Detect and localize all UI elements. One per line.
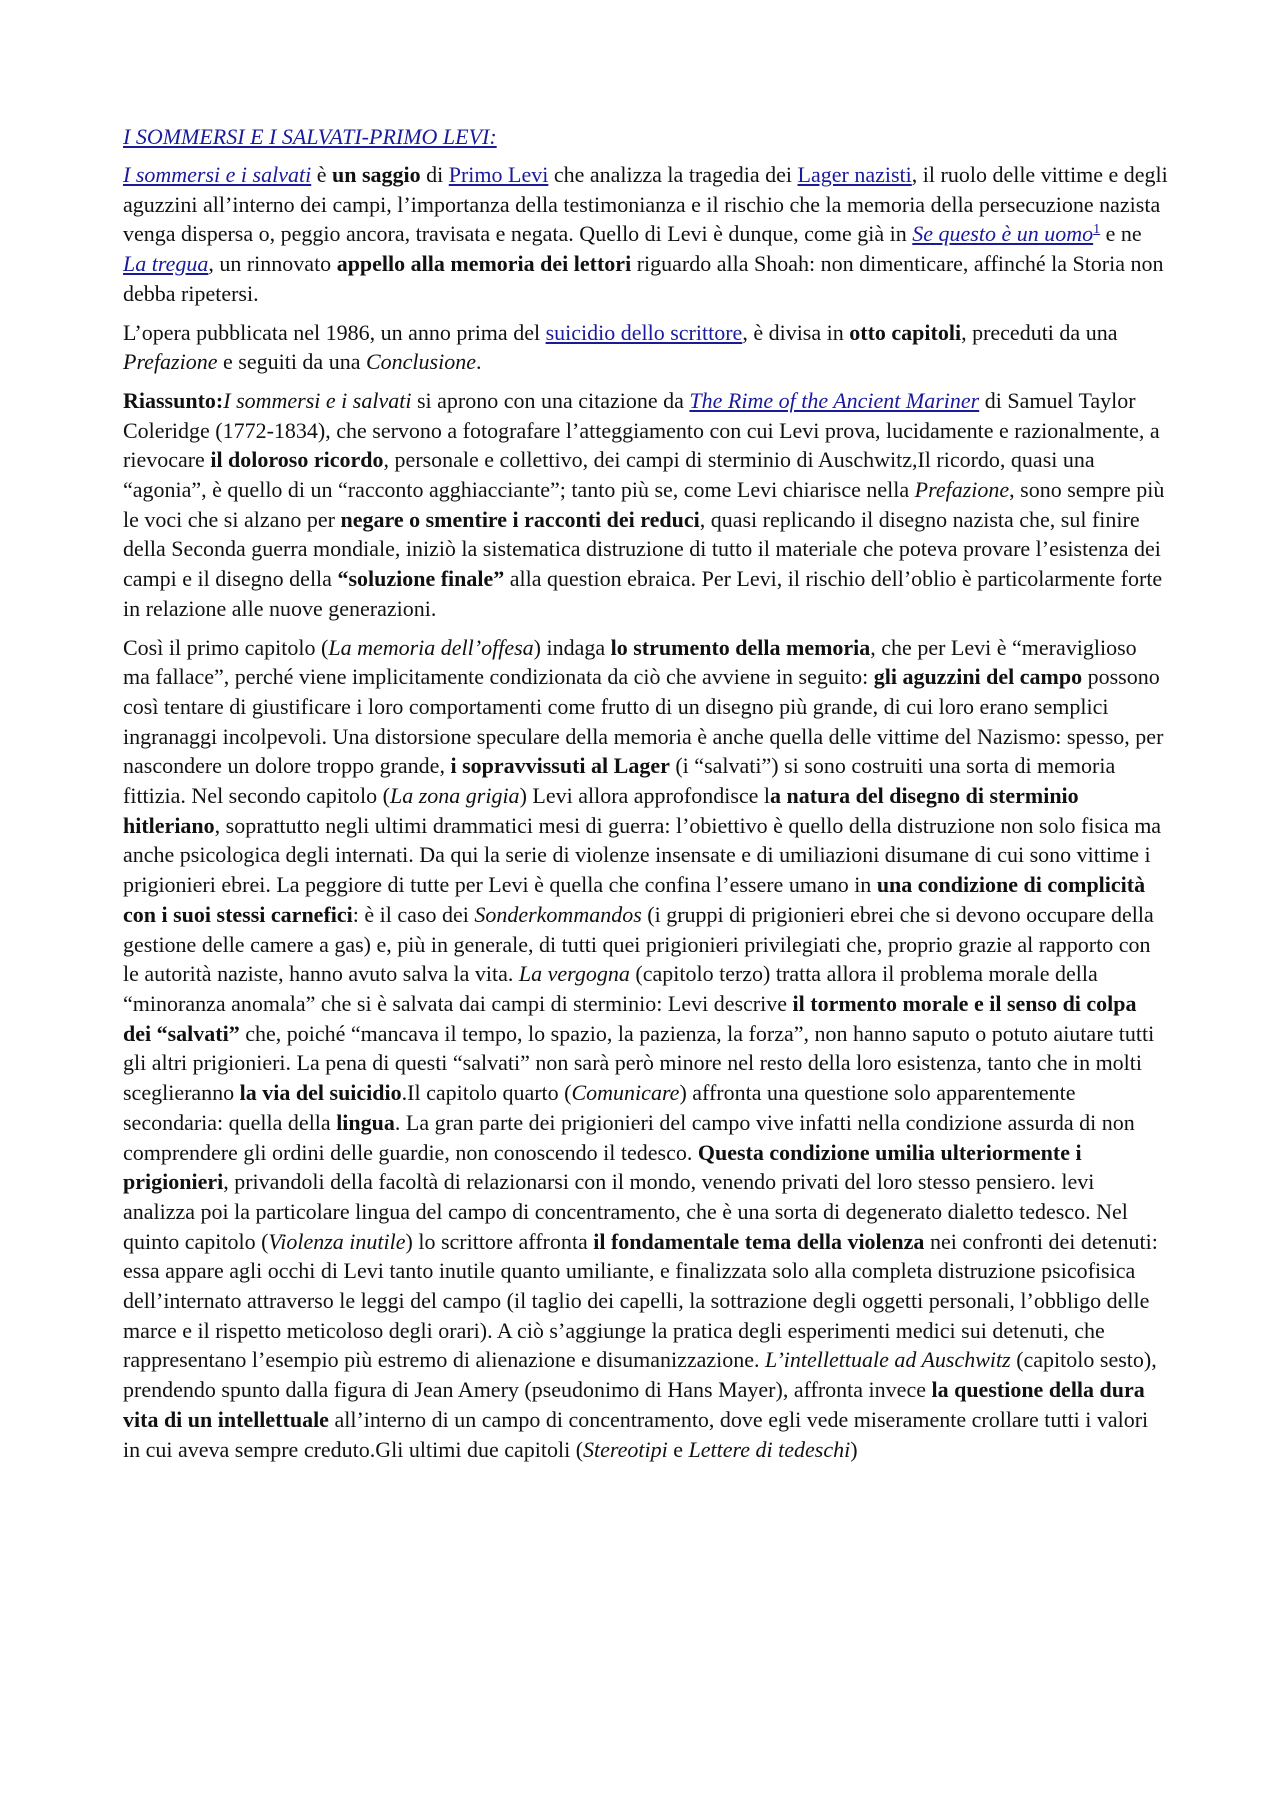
riassunto-label: Riassunto: bbox=[123, 387, 224, 413]
italic-span: Prefazione bbox=[914, 477, 1010, 503]
text-span: , preceduti da una bbox=[961, 319, 1118, 345]
text-span: si aprono con una citazione da bbox=[411, 387, 690, 413]
text-span: , un rinnovato bbox=[208, 251, 337, 277]
text-span: e seguiti da una bbox=[217, 349, 366, 375]
bold-span: la via del suicidio bbox=[239, 1080, 402, 1106]
italic-span: Lettere di tedeschi bbox=[688, 1436, 851, 1462]
text-span: che, poiché “mancava il tempo, lo spazio, la pazienza, la forza”, non hanno saputo o potuto aiutare tutti gli altri prigionieri. La pena di questi “salvati” non sarà però minore nel resto della loro esistenza, tanto che in molti sceglieranno bbox=[123, 1020, 1155, 1106]
text-span: . bbox=[475, 349, 482, 375]
text-span: ) indaga bbox=[533, 634, 611, 660]
text-span: riguardo alla Shoah: non dimenticare, affinché la Storia non debba ripetersi. bbox=[123, 251, 1164, 306]
bold-span: i sopravvissuti al Lager bbox=[450, 753, 670, 779]
bold-span: “soluzione finale” bbox=[337, 566, 505, 592]
text-span: che analizza la tragedia dei bbox=[548, 162, 798, 187]
link-primo-levi[interactable]: Primo Levi bbox=[448, 162, 549, 187]
link-suicidio-dello-scrittore[interactable]: suicidio dello scrittore bbox=[545, 319, 743, 345]
italic-span: Prefazione bbox=[123, 349, 218, 375]
text-span: , il ruolo delle vittime e degli aguzzini all’interno dei campi, l’importanza della testimonianza e il rischio che la memoria della persecuzione nazista venga dispersa o, peggio ancora, travisata e negata. Quello di Levi è dunque, come già in bbox=[123, 162, 1168, 247]
text-span: e bbox=[667, 1436, 689, 1462]
text-span: e ne bbox=[1100, 221, 1142, 247]
text-span: di Samuel Taylor Coleridge (1772-1834), che servono a fotografare l’atteggiamento con cui Levi prova, lucidamente e razionalmente, a rievocare bbox=[123, 387, 1160, 473]
text-span: è bbox=[311, 162, 332, 187]
text-span: ) lo scrittore affronta bbox=[405, 1228, 594, 1254]
text-span: , privandoli della facoltà di relazionarsi con il mondo, venendo privati del loro stesso pensiero. levi analizza poi la particolare lingua del campo di concentramento, che è una sorta di degenerato dialetto tedesco. Nel quinto capitolo ( bbox=[123, 1169, 1128, 1254]
link-rime-ancient-mariner[interactable]: The Rime of the Ancient Mariner bbox=[689, 387, 980, 413]
text-span: di bbox=[420, 162, 449, 187]
text-span: L’opera pubblicata nel 1986, un anno prima del bbox=[123, 319, 546, 345]
italic-span: La zona grigia bbox=[389, 783, 520, 809]
title-link[interactable]: I SOMMERSI E I SALVATI-PRIMO LEVI: bbox=[123, 124, 497, 149]
italic-span: L’intellettuale ad Auschwitz bbox=[765, 1347, 1011, 1373]
document-title bbox=[123, 122, 1168, 152]
bold-span: il fondamentale tema della violenza bbox=[593, 1228, 925, 1254]
text-span: ) Levi allora approfondisce l bbox=[519, 783, 771, 809]
italic-span: La vergogna bbox=[518, 961, 630, 987]
text-span: all’interno di un campo di concentramento, dove egli vede miseramente crollare tutti i valori in cui aveva sempre creduto.Gli ultimi due capitoli ( bbox=[123, 1406, 1149, 1462]
document-page bbox=[123, 122, 1168, 1473]
text-span: Così il primo capitolo ( bbox=[123, 634, 329, 660]
text-span: (i “salvati”) si sono costruiti una sorta di memoria fittizia. Nel secondo capitolo ( bbox=[123, 753, 1116, 809]
italic-span: I sommersi e i salvati bbox=[223, 387, 412, 413]
bold-span: lo strumento della memoria bbox=[610, 634, 871, 660]
bold-span: otto capitoli bbox=[849, 319, 962, 345]
paragraph-publication bbox=[123, 318, 1168, 377]
text-span: . La gran parte dei prigionieri del campo vive infatti nella condizione assurda di non comprendere gli ordini delle guardie, non conoscendo il tedesco. bbox=[123, 1109, 1135, 1165]
link-i-sommersi[interactable]: I sommersi e i salvati bbox=[123, 162, 312, 187]
paragraph-chapters bbox=[123, 633, 1168, 1465]
italic-span: Violenza inutile bbox=[268, 1228, 406, 1254]
paragraph-riassunto bbox=[123, 386, 1168, 624]
bold-span: appello alla memoria dei lettori bbox=[336, 251, 632, 277]
italic-span: Comunicare bbox=[571, 1080, 680, 1106]
text-span: ) bbox=[850, 1436, 858, 1462]
text-span: alla question ebraica. Per Levi, il rischio dell’oblio è particolarmente forte in relazione alle nuove generazioni. bbox=[123, 566, 1163, 621]
text-span: , sono sempre più le voci che si alzano per bbox=[123, 477, 1165, 532]
italic-span: Stereotipi bbox=[583, 1436, 668, 1462]
text-span: (capitolo sesto), prendendo spunto dalla figura di Jean Amery (pseudonimo di Hans Mayer), affronta invece bbox=[123, 1347, 1157, 1403]
bold-span: un saggio bbox=[331, 162, 421, 187]
paragraph-intro bbox=[123, 160, 1168, 309]
text-span: (capitolo terzo) tratta allora il problema morale della “minoranza anomala” che si è salvata dai campi di sterminio: Levi descrive bbox=[123, 961, 1098, 1016]
bold-span: una condizione di complicità con i suoi stessi carnefici bbox=[123, 872, 1146, 927]
italic-span: La memoria dell’offesa bbox=[328, 634, 534, 660]
link-se-questo-e-un-uomo[interactable]: Se questo è un uomo bbox=[912, 221, 1094, 247]
text-span: : è il caso dei bbox=[352, 901, 475, 927]
bold-span: il doloroso ricordo bbox=[210, 447, 384, 473]
text-span: , soprattutto negli ultimi drammatici mesi di guerra: l’obiettivo è quello della distruzione non solo fisica ma anche psicologica degli internati. Da qui la serie di violenze insensate e di umiliazioni disumane di cui sono vittime i prigionieri ebrei. La peggiore di tutte per Levi è quella che confina l’essere umano in bbox=[123, 812, 1162, 898]
bold-span: negare o smentire i racconti dei reduci bbox=[340, 506, 700, 532]
italic-span: Sonderkommandos bbox=[474, 901, 642, 927]
text-span: possono così tentare di giustificare i loro comportamenti come frutto di un disegno più grande, di cui loro erano semplici ingranaggi incolpevoli. Una distorsione speculare della memoria è anche quella delle vittime del Nazismo: spesso, per nascondere un dolore troppo grande, bbox=[123, 664, 1164, 779]
link-lager-nazisti[interactable]: Lager nazisti bbox=[797, 162, 912, 187]
italic-span: Conclusione bbox=[365, 349, 476, 375]
link-la-tregua[interactable]: La tregua bbox=[123, 251, 209, 277]
text-span: , personale e collettivo, dei campi di sterminio di Auschwitz,Il ricordo, quasi una “agonia”, è quello di un “racconto agghiacciante”; tanto più se, come Levi chiarisce nella bbox=[123, 447, 1095, 503]
text-span: (i gruppi di prigionieri ebrei che si devono occupare della gestione delle camere a gas) e, più in generale, di tutti quei prigionieri privilegiati che, proprio grazie al rapporto con le autorità naziste, hanno avuto salva la vita. bbox=[123, 901, 1154, 987]
bold-span: lingua bbox=[336, 1109, 395, 1135]
bold-span: gli aguzzini del campo bbox=[873, 664, 1083, 690]
text-span: ) affronta una questione solo apparentemente secondaria: quella della bbox=[123, 1080, 1076, 1135]
bold-span: il tormento morale e il senso di colpa dei “salvati” bbox=[123, 990, 1137, 1046]
text-span: nei confronti dei detenuti: essa appare agli occhi di Levi tanto inutile quanto umiliante, e finalizzata solo alla completa distruzione psicofisica dell’internato attraverso le leggi del campo (il taglio dei capelli, la sottrazione degli oggetti personali, l’obbligo delle marce e il rispetto meticoloso degli orari). A ciò s’aggiunge la pratica degli esperimenti medici sui detenuti, che rappresentano l’esempio più estremo di alienazione e disumanizzazione. bbox=[123, 1228, 1158, 1373]
bold-span: Questa condizione umilia ulteriormente i prigionieri bbox=[123, 1139, 1082, 1195]
text-span: , che per Levi è “meraviglioso ma fallace”, perché viene implicitamente condizionata da ciò che avviene in seguito: bbox=[123, 634, 1137, 690]
bold-span: la questione della dura vita di un intellettuale bbox=[123, 1377, 1145, 1432]
bold-span: a natura del disegno di sterminio hitleriano bbox=[123, 783, 1079, 838]
text-span: .Il capitolo quarto ( bbox=[401, 1080, 572, 1106]
footnote-ref[interactable]: 1 bbox=[1093, 222, 1101, 238]
text-span: , è divisa in bbox=[742, 319, 850, 345]
text-span: , quasi replicando il disegno nazista che, sul finire della Seconda guerra mondiale, iniziò la sistematica distruzione di tutto il materiale che poteva provare l’esistenza dei campi e il disegno della bbox=[123, 506, 1161, 592]
